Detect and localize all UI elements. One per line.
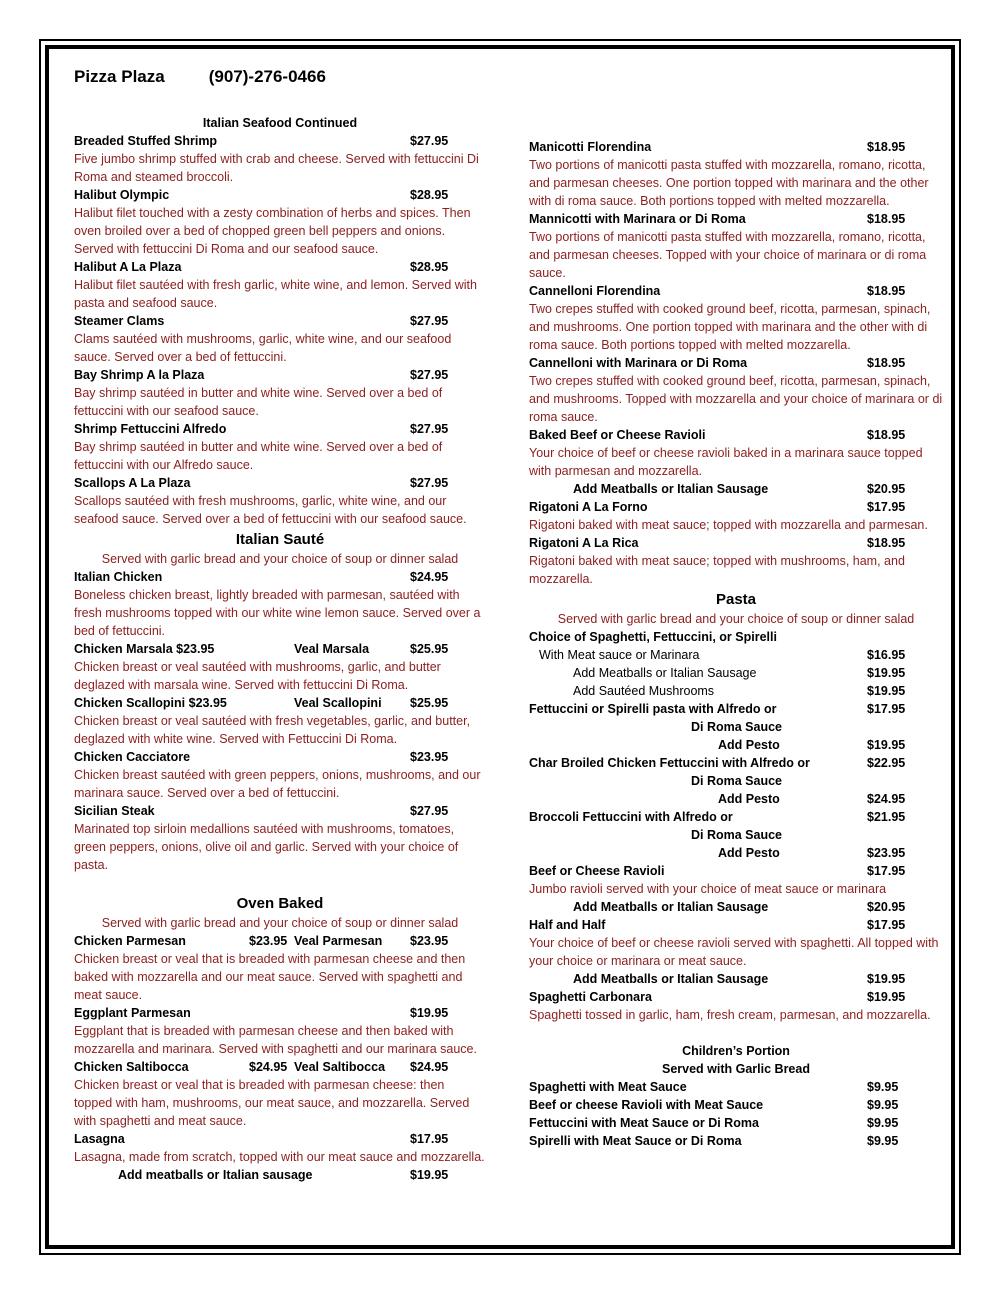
menu-item-name: Rigatoni A La Forno	[529, 500, 648, 514]
menu-item-name: Fettuccini with Meat Sauce or Di Roma	[529, 1116, 759, 1130]
menu-item-name: Veal Marsala	[294, 642, 370, 656]
menu-item-name: Shrimp Fettuccini Alfredo	[74, 422, 227, 436]
menu-item-name: Halibut A La Plaza	[74, 260, 182, 274]
menu-item-name: Half and Half	[529, 918, 606, 932]
menu-item-desc: Halibut filet touched with a zesty combination of herbs and spices. Then oven broiled over a bed of chopped green bell peppers and onions. Served with fettuccini Di Roma and our seafood sauce.	[74, 206, 471, 256]
menu-item-desc: Chicken breast or veal sautéed with fresh vegetables, garlic, and butter, deglazed with white wine. Served with Fettuccini Di Roma.	[74, 714, 471, 746]
menu-item-name: Italian Chicken	[74, 570, 163, 584]
menu-item-name: Bay Shrimp A la Plaza	[74, 368, 205, 382]
menu-item-name-cont: Di Roma Sauce	[691, 720, 783, 734]
menu-item-addon: Add Meatballs or Italian Sausage	[573, 972, 769, 986]
menu-item-price: $28.95	[410, 188, 449, 202]
menu-item-desc: Spaghetti tossed in garlic, ham, fresh cream, parmesan, and mozzarella.	[529, 1008, 931, 1022]
menu-item-price: $27.95	[410, 804, 449, 818]
menu-item-desc: Eggplant that is breaded with parmesan cheese and then baked with mozzarella and marinara. Served with spaghetti and our marinara sauce.	[74, 1024, 477, 1056]
menu-item-desc: Chicken breast or veal that is breaded with parmesan cheese: then topped with ham, mushrooms, our meat sauce, and mozzarella. Served with spaghetti and meat sauce.	[74, 1078, 470, 1128]
menu-item-name: Spirelli with Meat Sauce or Di Roma	[529, 1134, 742, 1148]
left-column	[74, 114, 486, 1184]
menu-item-price: $17.95	[867, 864, 906, 878]
menu-item-name: Fettuccini or Spirelli pasta with Alfredo or	[529, 702, 777, 716]
menu-item-price: $17.95	[867, 702, 906, 716]
menu-item-name: Chicken Marsala $23.95	[74, 642, 215, 656]
right-column	[529, 138, 943, 1150]
menu-item-desc: Halibut filet sautéed with fresh garlic, white wine, and lemon. Served with pasta and seafood sauce.	[74, 278, 477, 310]
menu-item-desc: Two portions of manicotti pasta stuffed with mozzarella, romano, ricotta, and parmesan cheeses. One portion topped with marinara and the other with di roma sauce. Both portions topped with melted mozzarella.	[529, 158, 929, 208]
menu-item-name: Lasagna	[74, 1132, 125, 1146]
menu-item-price: $23.95	[410, 934, 449, 948]
section-subheading: Served with garlic bread and your choice of soup or dinner salad	[101, 916, 459, 930]
section-heading-seafood: Italian Seafood Continued	[202, 116, 358, 130]
menu-item-desc: Bay shrimp sautéed in butter and white wine. Served over a bed of fettuccini with our seafood sauce.	[74, 386, 443, 418]
menu-item-desc: Two crepes stuffed with cooked ground beef, ricotta, parmesan, spinach, and mushrooms. Topped with mozzarella and your choice of marinara or di roma sauce.	[529, 374, 943, 424]
restaurant-phone: (907)-276-0466	[208, 67, 326, 86]
menu-item-price: $24.95	[410, 1060, 449, 1074]
menu-item-price: $19.95	[867, 972, 906, 986]
menu-item-name: Scallops A La Plaza	[74, 476, 191, 490]
menu-item-name: Choice of Spaghetti, Fettuccini, or Spirelli	[529, 630, 777, 644]
menu-item-desc: Chicken breast or veal that is breaded with parmesan cheese and then baked with mozzarella and our meat sauce. Served with spaghetti and meat sauce.	[74, 952, 466, 1002]
menu-item-price: $18.95	[867, 356, 906, 370]
restaurant-name: Pizza Plaza	[74, 67, 165, 86]
menu-item-price: $18.95	[867, 212, 906, 226]
menu-item-name: Sicilian Steak	[74, 804, 155, 818]
menu-item-name: Beef or cheese Ravioli with Meat Sauce	[529, 1098, 764, 1112]
menu-item-desc: Five jumbo shrimp stuffed with crab and cheese. Served with fettuccini Di Roma and steamed broccoli.	[74, 152, 479, 184]
section-subheading-children: Served with Garlic Bread	[662, 1062, 810, 1076]
menu-item-name-cont: Di Roma Sauce	[691, 828, 783, 842]
menu-item-name: Spaghetti with Meat Sauce	[529, 1080, 687, 1094]
menu-item-name: Eggplant Parmesan	[74, 1006, 191, 1020]
menu-item-price: $19.95	[410, 1168, 449, 1182]
menu-item-price: $25.95	[410, 696, 449, 710]
menu-item-name: Beef or Cheese Ravioli	[529, 864, 665, 878]
section-heading-oven: Oven Baked	[236, 895, 324, 912]
menu-item-price: $9.95	[867, 1098, 899, 1112]
menu-item-name: Chicken Saltibocca	[74, 1060, 189, 1074]
menu-item-price: $20.95	[867, 900, 906, 914]
menu-item-price: $24.95	[410, 570, 449, 584]
menu-item-desc: Your choice of beef or cheese ravioli baked in a marinara sauce topped with parmesan and mozzarella.	[529, 446, 923, 478]
menu-item-price: $19.95	[867, 738, 906, 752]
menu-item-desc: Marinated top sirloin medallions sautéed with mushrooms, tomatoes, green peppers, onions, olive oil and garlic. Served with your choice of pasta.	[74, 822, 459, 872]
menu-item-name: Chicken Scallopini $23.95	[74, 696, 227, 710]
menu-item-price: $17.95	[410, 1132, 449, 1146]
menu-item-addon: Add Pesto	[718, 738, 780, 752]
menu-item-name: Breaded Stuffed Shrimp	[74, 134, 218, 148]
menu-item-price: $19.95	[867, 666, 906, 680]
menu-item-name: Manicotti Florendina	[529, 140, 652, 154]
menu-item-desc: Rigatoni baked with meat sauce; topped with mozzarella and parmesan.	[529, 518, 928, 532]
menu-item-desc: Two crepes stuffed with cooked ground beef, ricotta, parmesan, spinach, and mushrooms. One portion topped with marinara and the other with di roma sauce. Both portions topped with melted mozzarella.	[529, 302, 931, 352]
menu-item-price: $27.95	[410, 422, 449, 436]
menu-item-name: Baked Beef or Cheese Ravioli	[529, 428, 706, 442]
menu-item-price: $19.95	[867, 684, 906, 698]
menu-item-name: Spaghetti Carbonara	[529, 990, 652, 1004]
menu-item-addon: Add Sautéed Mushrooms	[573, 684, 715, 698]
menu-item-addon: Add Pesto	[718, 846, 780, 860]
menu-item-price: $28.95	[410, 260, 449, 274]
menu-item-desc: Bay shrimp sautéed in butter and white wine. Served over a bed of fettuccini with our Alfredo sauce.	[74, 440, 443, 472]
menu-item-price: $18.95	[867, 140, 906, 154]
menu-item-name: Cannelloni Florendina	[529, 284, 661, 298]
menu-item-price: $9.95	[867, 1116, 899, 1130]
section-subheading: Served with garlic bread and your choice of soup or dinner salad	[101, 552, 459, 566]
menu-item-price: $27.95	[410, 368, 449, 382]
menu-header	[74, 67, 326, 87]
menu-item-price: $23.95	[410, 750, 449, 764]
menu-item-addon: Add Meatballs or Italian Sausage	[573, 900, 769, 914]
menu-item-addon: Add Meatballs or Italian Sausage	[573, 666, 757, 680]
menu-item-desc: Clams sautéed with mushrooms, garlic, white wine, and our seafood sauce. Served over a bed of fettuccini.	[74, 332, 452, 364]
menu-item-price: $23.95	[867, 846, 906, 860]
menu-item-price: $9.95	[867, 1134, 899, 1148]
menu-item-price: $27.95	[410, 314, 449, 328]
menu-item-name: Halibut Olympic	[74, 188, 170, 202]
menu-item-price: $19.95	[410, 1006, 449, 1020]
menu-item-price: $24.95	[249, 1060, 288, 1074]
menu-item-name: Veal Scallopini	[294, 696, 382, 710]
menu-item-desc: Chicken breast sautéed with green peppers, onions, mushrooms, and our marinara sauce. Served over a bed of fettuccini.	[74, 768, 481, 800]
menu-item-desc: Jumbo ravioli served with your choice of meat sauce or marinara	[529, 882, 887, 896]
menu-item-addon: Add Pesto	[718, 792, 780, 806]
menu-item-desc: Your choice of beef or cheese ravioli served with spaghetti. All topped with your choice or marinara or meat sauce.	[529, 936, 939, 968]
menu-item-option: With Meat sauce or Marinara	[539, 648, 700, 662]
menu-item-price: $23.95	[249, 934, 288, 948]
section-heading-pasta: Pasta	[715, 591, 757, 608]
menu-item-name: Veal Parmesan	[294, 934, 383, 948]
menu-item-name: Cannelloni with Marinara or Di Roma	[529, 356, 748, 370]
menu-item-name: Chicken Cacciatore	[74, 750, 191, 764]
section-heading-children: Children’s Portion	[682, 1044, 790, 1058]
menu-item-price: $17.95	[867, 918, 906, 932]
menu-item-price: $27.95	[410, 134, 449, 148]
menu-item-price: $27.95	[410, 476, 449, 490]
section-subheading: Served with garlic bread and your choice of soup or dinner salad	[557, 612, 915, 626]
menu-item-desc: Lasagna, made from scratch, topped with our meat sauce and mozzarella.	[74, 1150, 485, 1164]
menu-item-desc: Rigatoni baked with meat sauce; topped with mushrooms, ham, and mozzarella.	[529, 554, 905, 586]
menu-item-price: $22.95	[867, 756, 906, 770]
menu-item-name: Broccoli Fettuccini with Alfredo or	[529, 810, 733, 824]
menu-item-name: Mannicotti with Marinara or Di Roma	[529, 212, 746, 226]
menu-item-desc: Two portions of manicotti pasta stuffed with mozzarella, romano, ricotta, and parmesan cheeses. Topped with your choice of marinara or di roma sauce.	[529, 230, 927, 280]
menu-item-price: $24.95	[867, 792, 906, 806]
menu-item-price: $19.95	[867, 990, 906, 1004]
menu-item-name: Rigatoni A La Rica	[529, 536, 639, 550]
menu-item-price: $9.95	[867, 1080, 899, 1094]
menu-item-price: $16.95	[867, 648, 906, 662]
menu-item-name: Veal Saltibocca	[294, 1060, 386, 1074]
menu-item-desc: Scallops sautéed with fresh mushrooms, garlic, white wine, and our seafood sauce. Served over a bed of fettuccini with our seafood sauce.	[74, 494, 467, 526]
menu-item-name: Steamer Clams	[74, 314, 165, 328]
menu-item-price: $17.95	[867, 500, 906, 514]
menu-item-price: $21.95	[867, 810, 906, 824]
menu-item-addon: Add meatballs or Italian sausage	[118, 1168, 313, 1182]
menu-item-desc: Boneless chicken breast, lightly breaded with parmesan, sautéed with fresh mushrooms topped with our white wine lemon sauce. Served over a bed of fettuccini.	[74, 588, 481, 638]
menu-item-price: $25.95	[410, 642, 449, 656]
menu-item-name: Char Broiled Chicken Fettuccini with Alfredo or	[529, 756, 810, 770]
section-heading-saute: Italian Sauté	[235, 531, 325, 548]
menu-item-name: Chicken Parmesan	[74, 934, 186, 948]
menu-item-addon: Add Meatballs or Italian Sausage	[573, 482, 769, 496]
menu-item-name-cont: Di Roma Sauce	[691, 774, 783, 788]
menu-item-price: $18.95	[867, 536, 906, 550]
menu-item-desc: Chicken breast or veal sautéed with mushrooms, garlic, and butter deglazed with marsala wine. Served with fettuccini Di Roma.	[74, 660, 441, 692]
menu-item-price: $18.95	[867, 284, 906, 298]
menu-item-price: $20.95	[867, 482, 906, 496]
menu-item-price: $18.95	[867, 428, 906, 442]
